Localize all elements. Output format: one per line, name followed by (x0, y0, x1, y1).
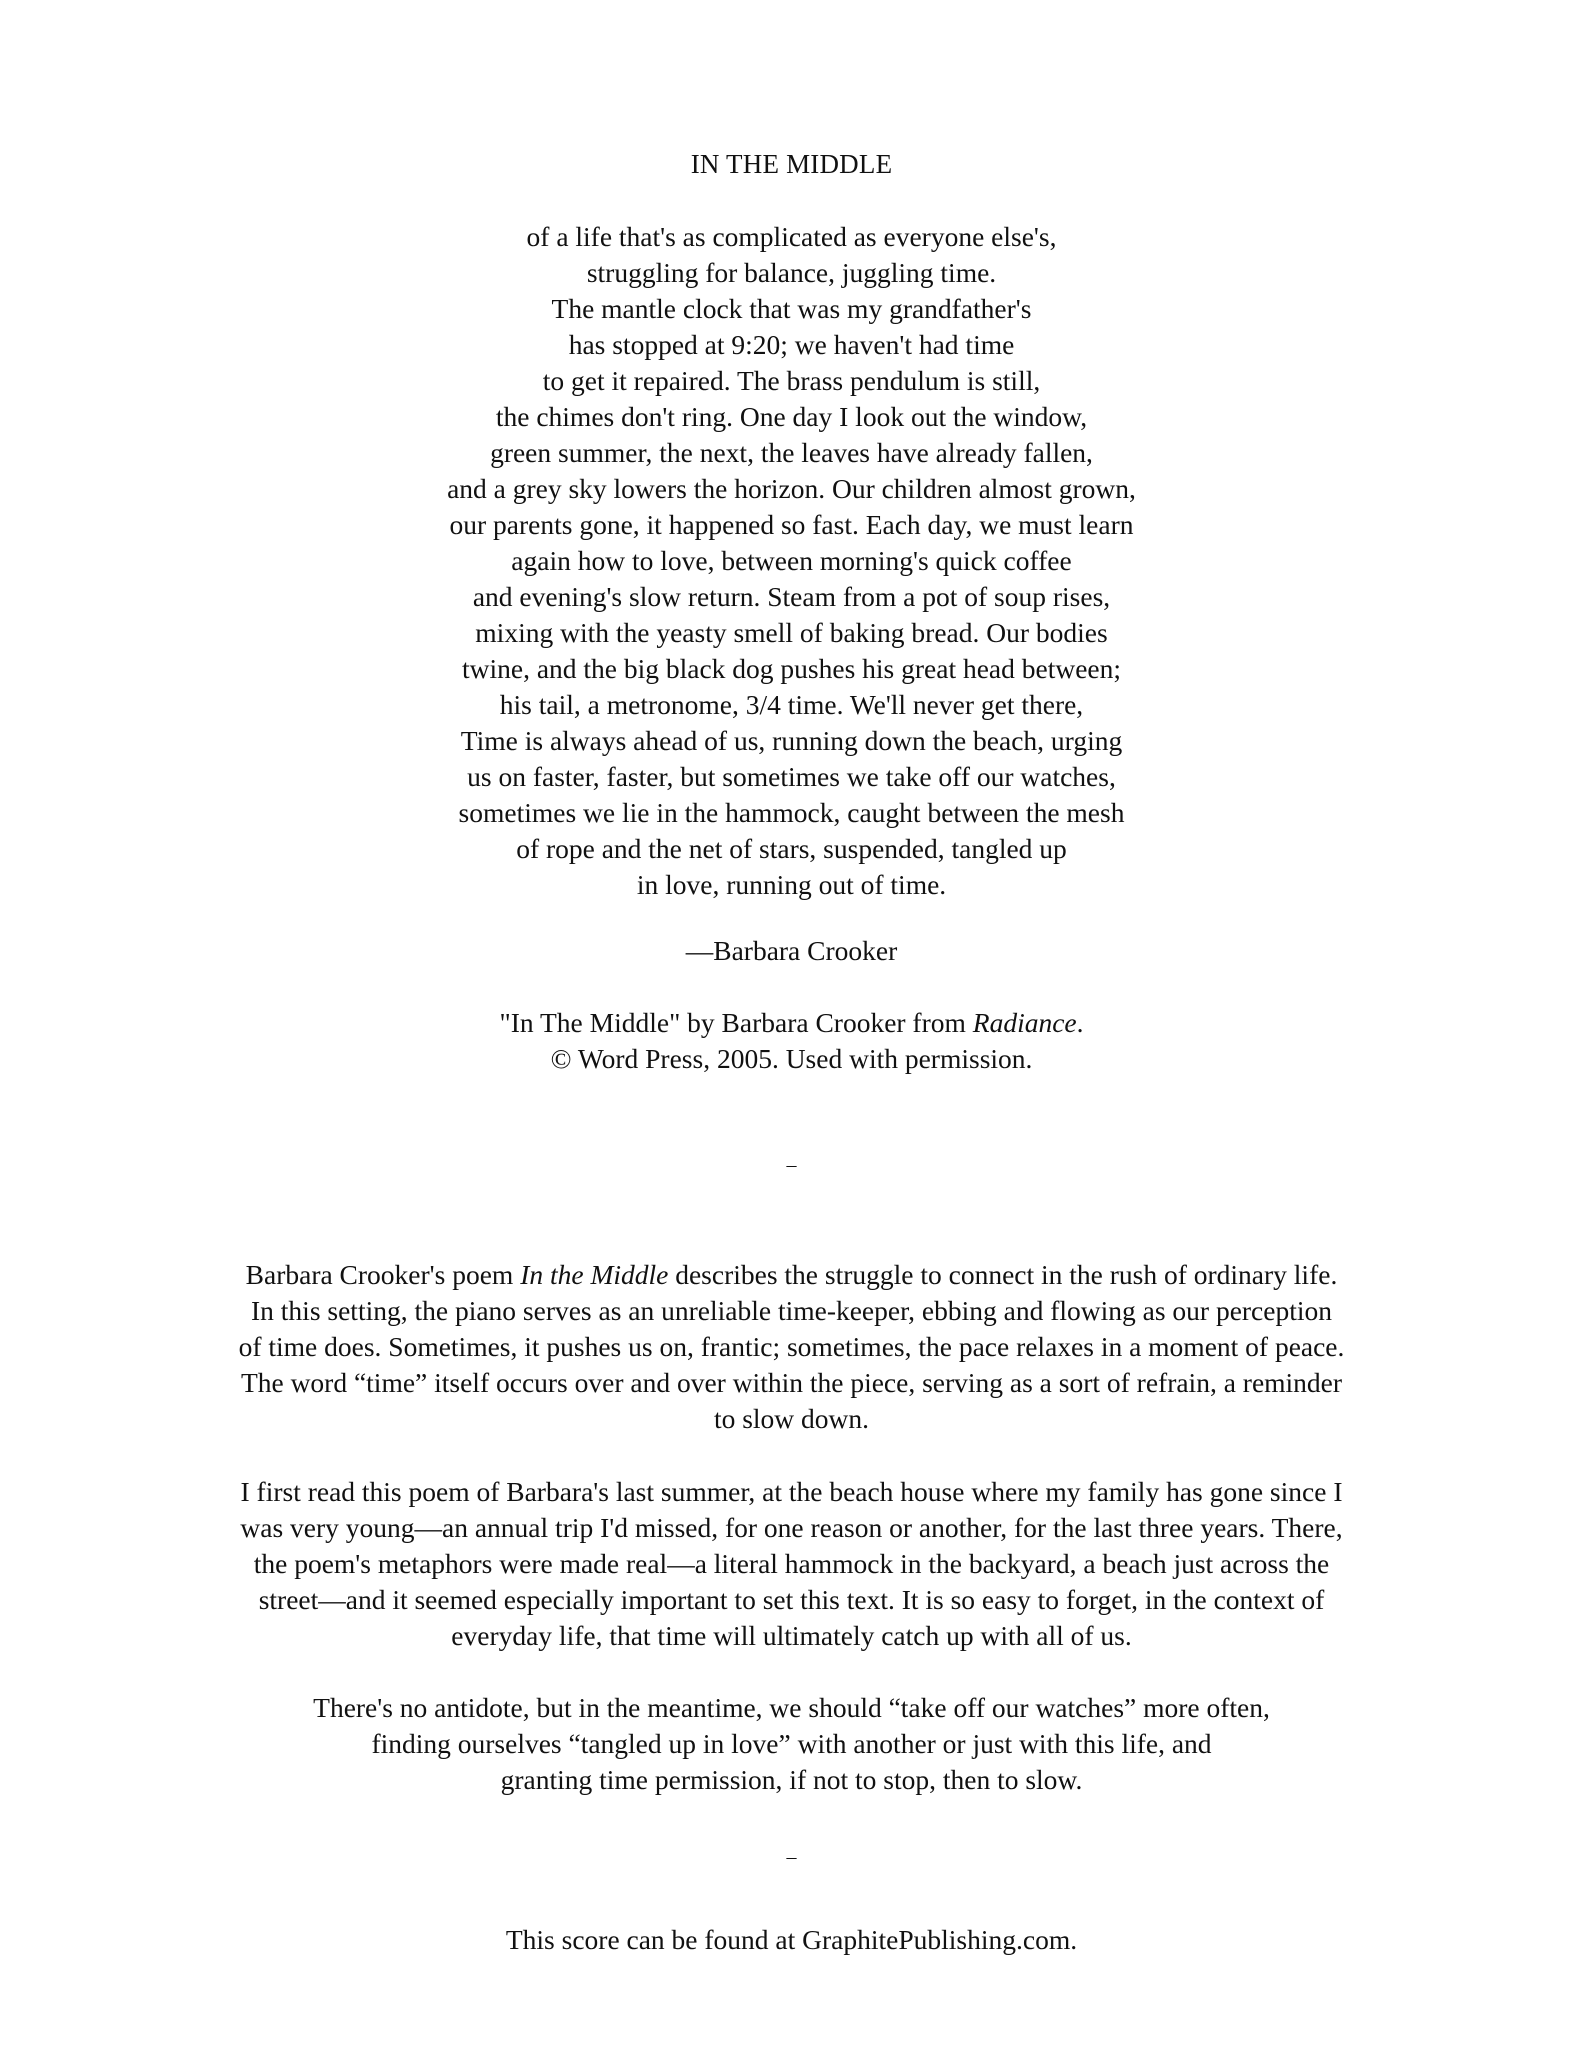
poem-author: —Barbara Crooker (685, 935, 898, 966)
poem-line: in love, running out of time. (636, 869, 947, 900)
poem-line: sometimes we lie in the hammock, caught between the mesh (458, 797, 1125, 828)
essay-line: was very young—an annual trip I'd missed, for one reason or another, for the last three years. There, (240, 1512, 1343, 1543)
section-divider: – (786, 1154, 797, 1176)
poem-line: has stopped at 9:20; we haven't had time (568, 329, 1015, 360)
essay-line: I first read this poem of Barbara's last summer, at the beach house where my family has gone since I (240, 1476, 1343, 1507)
poem-credit (0, 1005, 1583, 1077)
essay-line: of time does. Sometimes, it pushes us on, frantic; sometimes, the pace relaxes in a moment of peace. (238, 1331, 1345, 1362)
essay-line: the poem's metaphors were made real—a literal hammock in the backyard, a beach just across the (253, 1548, 1330, 1579)
essay-line-prefix: Barbara Crooker's poem (245, 1259, 521, 1290)
poem-line: Time is always ahead of us, running down the beach, urging (460, 725, 1123, 756)
essay-line: street—and it seemed especially important to set this text. It is so easy to forget, in the context of (258, 1584, 1325, 1615)
section-divider: – (786, 1846, 797, 1868)
essay-paragraph-2 (0, 1474, 1583, 1654)
poem-line: of rope and the net of stars, suspended, tangled up (516, 833, 1067, 864)
poem-line: and a grey sky lowers the horizon. Our children almost grown, (447, 473, 1136, 504)
poem-line: and evening's slow return. Steam from a pot of soup rises, (472, 581, 1111, 612)
poem-line: twine, and the big black dog pushes his great head between; (461, 653, 1122, 684)
poem-line: The mantle clock that was my grandfather's (551, 293, 1032, 324)
essay-line: In this setting, the piano serves as an unreliable time-keeper, ebbing and flowing as our perception (251, 1295, 1332, 1326)
poem-line: again how to love, between morning's quick coffee (511, 545, 1072, 576)
credit-prefix: "In The Middle" by Barbara Crooker from (499, 1007, 973, 1038)
essay-line: finding ourselves “tangled up in love” with another or just with this life, and (371, 1728, 1212, 1759)
poem-line: of a life that's as complicated as everyone else's, (526, 221, 1057, 252)
poem-line: green summer, the next, the leaves have already fallen, (490, 437, 1093, 468)
essay-paragraph-3 (0, 1690, 1583, 1798)
credit-suffix: . (1076, 1007, 1084, 1038)
poem-title: IN THE MIDDLE (690, 149, 893, 179)
essay-line: The word “time” itself occurs over and over within the piece, serving as a sort of refrain, a reminder (240, 1367, 1343, 1398)
essay-line: granting time permission, if not to stop, then to slow. (500, 1764, 1083, 1795)
poem-line: the chimes don't ring. One day I look out the window, (495, 401, 1088, 432)
essay-paragraph-1 (0, 1257, 1583, 1437)
essay-line: everyday life, that time will ultimately catch up with all of us. (451, 1620, 1132, 1651)
essay-line: to slow down. (713, 1403, 870, 1434)
credit-line-source (0, 1005, 1583, 1041)
poem-line: mixing with the yeasty smell of baking bread. Our bodies (475, 617, 1108, 648)
poem-line: our parents gone, it happened so fast. Each day, we must learn (449, 509, 1134, 540)
footer-note: This score can be found at GraphitePublishing.com. (505, 1924, 1078, 1955)
essay-line-suffix: describes the struggle to connect in the rush of ordinary life. (668, 1259, 1338, 1290)
poem-line: to get it repaired. The brass pendulum is still, (542, 365, 1041, 396)
essay-line (0, 1257, 1583, 1293)
credit-line-copyright: © Word Press, 2005. Used with permission. (550, 1043, 1033, 1074)
credit-book-title: Radiance (972, 1007, 1077, 1038)
poem-line: struggling for balance, juggling time. (586, 257, 997, 288)
essay-poem-title: In the Middle (520, 1259, 669, 1290)
poem-line: his tail, a metronome, 3/4 time. We'll never get there, (499, 689, 1084, 720)
poem-line: us on faster, faster, but sometimes we take off our watches, (467, 761, 1116, 792)
essay-line: There's no antidote, but in the meantime, we should “take off our watches” more often, (313, 1692, 1270, 1723)
poem-body (0, 219, 1583, 903)
